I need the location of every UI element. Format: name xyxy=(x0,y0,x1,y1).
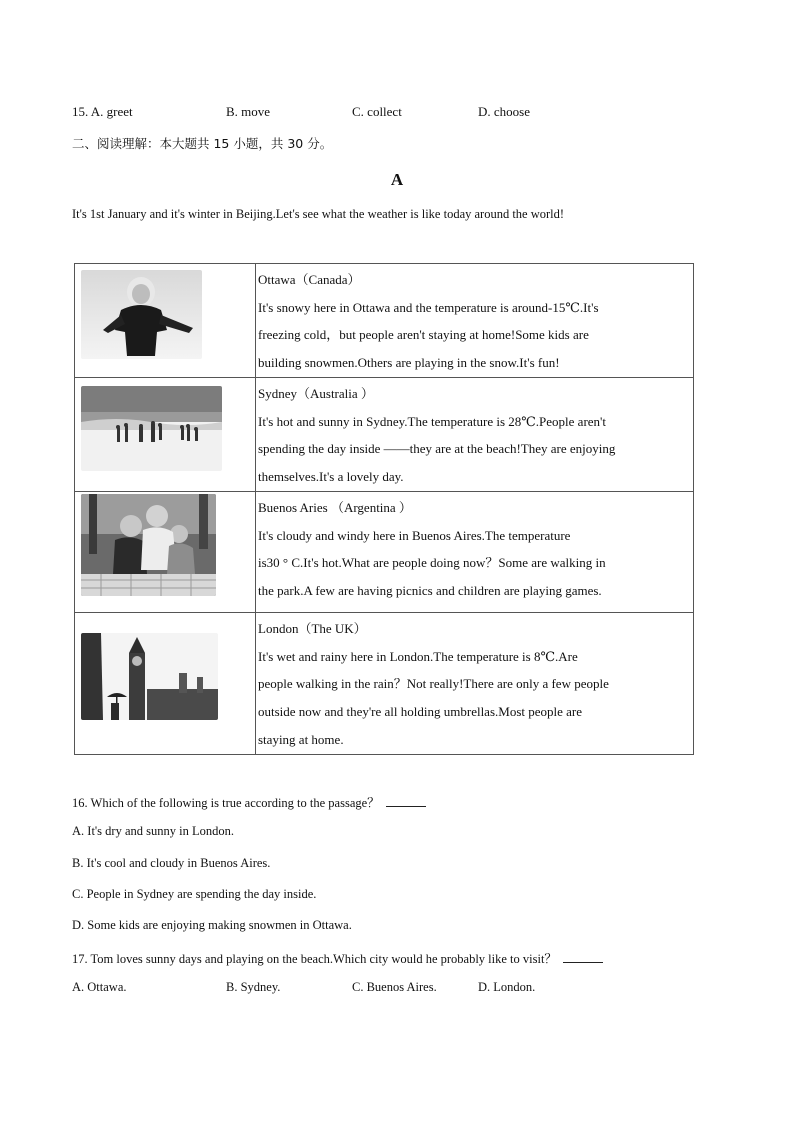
q15-option-a: 15. A. greet xyxy=(72,104,133,119)
city-line: is30 ° C.It's hot.What are people doing now？Some are walking in xyxy=(258,555,606,571)
q17-option-c: C. Buenos Aires. xyxy=(352,980,437,994)
section-heading: 二、阅读理解：本大题共 15 小题，共 30 分。 xyxy=(72,136,333,151)
city-line: It's wet and rainy here in London.The temperature is 8℃.Are xyxy=(258,648,578,664)
city-line: outside now and they're all holding umbrellas.Most people are xyxy=(258,704,583,720)
city-line: It's cloudy and windy here in Buenos Aires.The temperature xyxy=(258,527,571,543)
city-line: staying at home. xyxy=(258,731,344,747)
city-name: London（The UK） xyxy=(258,621,367,636)
city-line: the park.A few are having picnics and children are playing games. xyxy=(258,583,602,599)
table-row xyxy=(75,492,694,613)
passage-title: A xyxy=(390,170,404,189)
city-line: themselves.It's a lovely day. xyxy=(258,469,404,485)
q15-option-b: B. move xyxy=(226,104,271,119)
answer-blank[interactable] xyxy=(563,951,603,963)
london-photo xyxy=(81,633,218,720)
city-name: Buenos Aries （Argentina ） xyxy=(258,500,412,515)
q16-option-c: C. People in Sydney are spending the day inside. xyxy=(72,887,317,901)
q17-option-a: A. Ottawa. xyxy=(72,980,127,994)
q16-option-d: D. Some kids are enjoying making snowmen in Ottawa. xyxy=(72,918,352,932)
city-line: people walking in the rain？Not really!There are only a few people xyxy=(258,676,609,692)
q16-option-b: B. It's cool and cloudy in Buenos Aires. xyxy=(72,856,271,870)
photo-cell xyxy=(75,378,256,492)
city-name: Ottawa（Canada） xyxy=(258,272,361,287)
table-row xyxy=(75,613,694,755)
answer-blank[interactable] xyxy=(386,795,426,807)
city-cell xyxy=(256,264,694,378)
city-line: It's snowy here in Ottawa and the temperature is around-15℃.It's xyxy=(258,299,599,315)
q15-option-d: D. choose xyxy=(478,104,530,119)
q16-option-a: A. It's dry and sunny in London. xyxy=(72,824,234,838)
q17-option-d: D. London. xyxy=(478,980,536,994)
city-line: spending the day inside ——they are at the beach!They are enjoying xyxy=(258,441,616,457)
photo-cell xyxy=(75,613,256,755)
table-row xyxy=(75,378,694,492)
passage-intro: It's 1st January and it's winter in Beijing.Let's see what the weather is like today around the world! xyxy=(72,207,565,221)
picnic-photo xyxy=(81,494,216,596)
snow-photo xyxy=(81,270,202,359)
q16-stem: 16. Which of the following is true according to the passage？ xyxy=(72,796,380,810)
beach-photo xyxy=(81,386,222,471)
city-cell xyxy=(256,492,694,613)
photo-cell xyxy=(75,264,256,378)
city-cell xyxy=(256,378,694,492)
city-line: building snowmen.Others are playing in the snow.It's fun! xyxy=(258,355,560,371)
city-name: Sydney（Australia ） xyxy=(258,386,374,401)
photo-cell xyxy=(75,492,256,613)
weather-table xyxy=(74,263,694,755)
table-row xyxy=(75,264,694,378)
city-line: freezing cold，but people aren't staying at home!Some kids are xyxy=(258,327,589,343)
q17-stem-row xyxy=(72,949,603,967)
city-line: It's hot and sunny in Sydney.The temperature is 28℃.People aren't xyxy=(258,413,607,429)
q16-stem-row xyxy=(72,793,426,811)
q17-option-b: B. Sydney. xyxy=(226,980,281,994)
city-cell xyxy=(256,613,694,755)
q17-stem: 17. Tom loves sunny days and playing on the beach.Which city would he probably like to visit？ xyxy=(72,952,557,966)
q15-option-c: C. collect xyxy=(352,104,402,119)
